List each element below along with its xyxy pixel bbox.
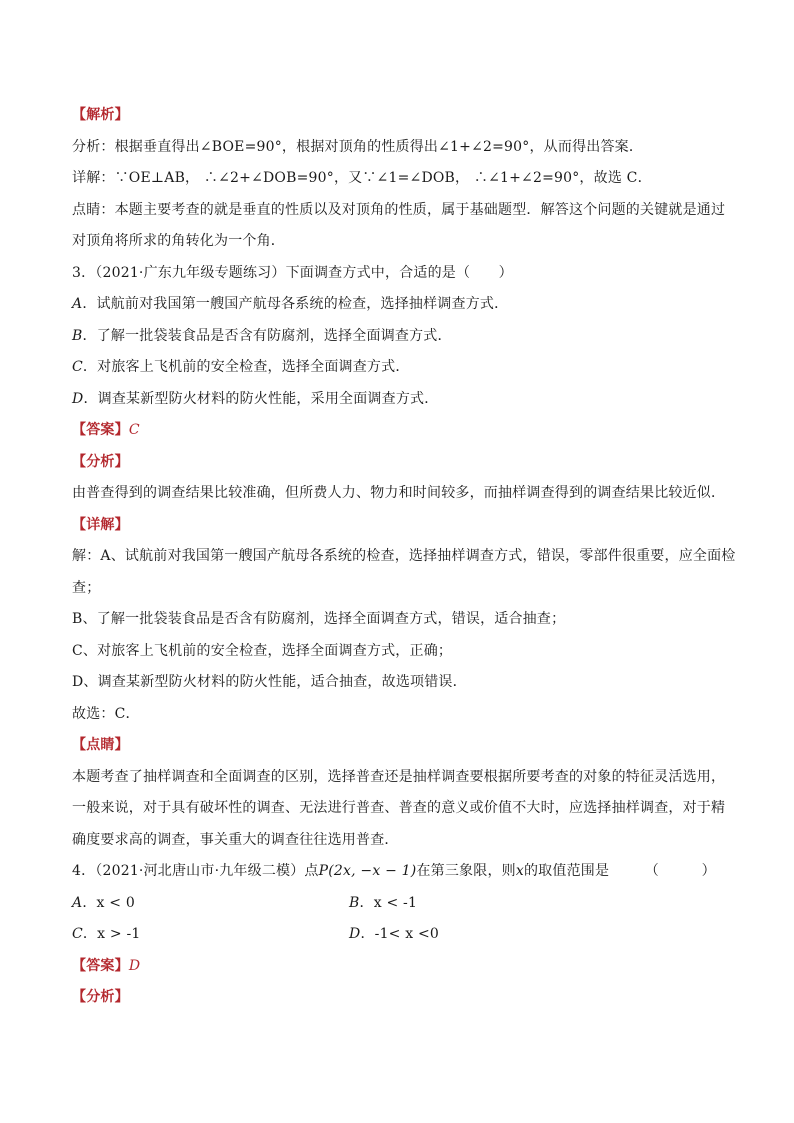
answer-value: C bbox=[128, 422, 140, 438]
option-text: ．试航前对我国第一艘国产航母各系统的检查，选择抽样调查方式． bbox=[82, 296, 509, 312]
question-3-option-d bbox=[72, 384, 732, 416]
option-letter: B bbox=[349, 894, 360, 911]
question-4-option-d bbox=[349, 919, 626, 951]
option-text: ．-1< x <0 bbox=[360, 926, 440, 942]
option-letter: C bbox=[72, 359, 83, 375]
question-3-answer bbox=[72, 415, 732, 447]
question-3-comment-line-2: 一般来说，对于具有破坏性的调查、无法进行普查、普查的意义或价值不大时，应选择抽样调查，对于精 bbox=[72, 800, 726, 816]
question-3-detail-a-line-1: 解：A、试航前对我国第一艘国产航母各系统的检查，选择抽样调查方式，错误，零部件很重要，应全面检 bbox=[72, 548, 736, 564]
question-3-analysis: 由普查得到的调查结果比较准确，但所费人力、物力和时间较多，而抽样调查得到的调查结果比较近似． bbox=[72, 485, 726, 501]
question-3-stem: 3．（2021·广东九年级专题练习）下面调查方式中，合适的是（ ） bbox=[72, 264, 513, 281]
option-letter: B bbox=[72, 327, 83, 344]
question-3-detail-c: C、对旅客上飞机前的安全检查，选择全面调查方式，正确； bbox=[72, 642, 453, 659]
option-text: ．调查某新型防火材料的防火性能，采用全面调查方式． bbox=[83, 390, 439, 407]
option-letter: A bbox=[72, 296, 83, 312]
option-text: ．x < 0 bbox=[82, 894, 135, 911]
question-4-options-row-2 bbox=[72, 919, 732, 951]
option-text: ．了解一批袋装食品是否含有防腐剂，选择全面调查方式． bbox=[82, 327, 452, 344]
question-4-point: P(2x, −x − 1) bbox=[318, 863, 417, 879]
question-4-option-c bbox=[72, 919, 349, 951]
answer-value: D bbox=[128, 957, 141, 974]
solution-comment-line-1: 点睛：本题主要考查的就是垂直的性质以及对顶角的性质，属于基础题型．解答这个问题的关键就是通过 bbox=[72, 201, 726, 218]
question-3-detail-d: D、调查某新型防火材料的防火性能，适合抽查，故选项错误． bbox=[72, 674, 467, 690]
question-3-choose: 故选：C． bbox=[72, 705, 140, 722]
document-page bbox=[72, 100, 736, 1014]
question-4-analysis-label: 【分析】 bbox=[72, 989, 129, 1005]
question-4-options-row-1 bbox=[72, 888, 732, 920]
question-4-option-b bbox=[349, 888, 626, 920]
question-4-variable: x bbox=[515, 863, 524, 879]
option-letter: C bbox=[72, 926, 83, 942]
option-letter: A bbox=[72, 894, 83, 911]
question-3-option-c bbox=[72, 352, 732, 384]
question-3-comment-line-3: 确度要求高的调查，事关重大的调查往往选用普查． bbox=[72, 831, 399, 848]
question-3-detail-a-line-2: 查； bbox=[72, 579, 101, 596]
solution-detail: 详解：∵OE⊥AB， ∴∠2+∠DOB=90°，又∵∠1=∠DOB， ∴∠1+∠2=90°，故选 C． bbox=[72, 170, 652, 186]
question-3-option-a bbox=[72, 289, 732, 321]
question-3-option-b bbox=[72, 321, 732, 353]
answer-label: 【答案】 bbox=[72, 957, 129, 974]
solution-heading: 【解析】 bbox=[72, 107, 129, 123]
question-3-detail-b: B、了解一批袋装食品是否含有防腐剂，选择全面调查方式，错误，适合抽查； bbox=[72, 611, 566, 627]
question-3-detail-label: 【详解】 bbox=[72, 516, 129, 533]
option-text: ．x > -1 bbox=[82, 926, 141, 942]
option-text: ．对旅客上飞机前的安全检查，选择全面调查方式． bbox=[82, 359, 410, 375]
question-3-analysis-label: 【分析】 bbox=[72, 453, 129, 470]
solution-comment-line-2: 对顶角将所求的角转化为一个角． bbox=[72, 233, 285, 249]
solution-analysis: 分析：根据垂直得出∠BOE=90°，根据对顶角的性质得出∠1+∠2=90°，从而得出答案． bbox=[72, 138, 644, 155]
question-3-comment-line-1: 本题考查了抽样调查和全面调查的区别，选择普查还是抽样调查要根据所要考查的对象的特征灵活选用， bbox=[72, 768, 726, 785]
option-letter: D bbox=[72, 390, 84, 407]
question-4-answer bbox=[72, 951, 732, 983]
answer-label: 【答案】 bbox=[72, 422, 129, 438]
question-4-stem bbox=[72, 856, 732, 888]
question-4-stem-prefix: 4．（2021·河北唐山市·九年级二模）点 bbox=[72, 863, 319, 879]
option-letter: D bbox=[349, 926, 361, 942]
option-text: ．x < -1 bbox=[359, 894, 418, 911]
question-4-option-a bbox=[72, 888, 349, 920]
question-4-stem-middle: 在第三象限，则 bbox=[416, 863, 516, 879]
question-3-comment-label: 【点睛】 bbox=[72, 737, 129, 753]
question-4-stem-suffix: 的取值范围是 （ ） bbox=[523, 863, 716, 879]
